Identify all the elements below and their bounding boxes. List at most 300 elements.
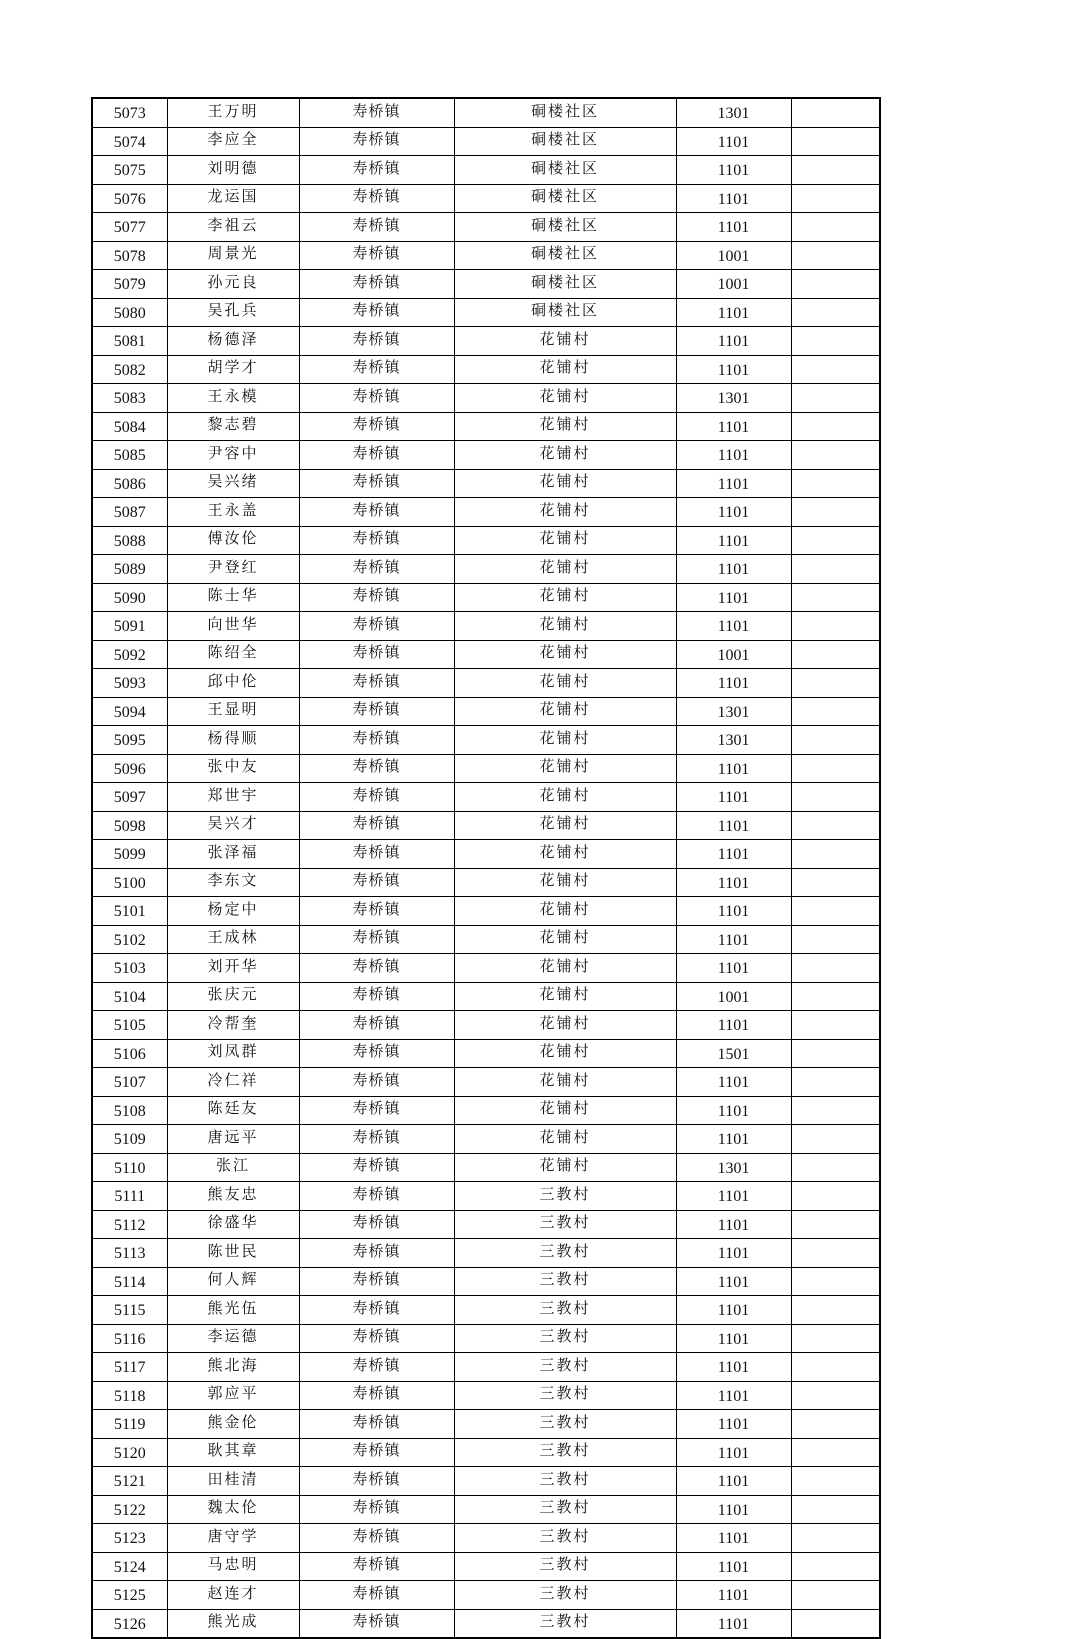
village-name: 硐楼社区 [454, 213, 676, 242]
remark-cell [791, 1467, 880, 1496]
person-name: 陈士华 [167, 583, 299, 612]
code-value: 1101 [676, 783, 791, 812]
table-row [92, 327, 880, 356]
code-value: 1101 [676, 1381, 791, 1410]
person-name: 张泽福 [167, 840, 299, 869]
code-value: 1301 [676, 384, 791, 413]
remark-cell [791, 127, 880, 156]
row-number: 5117 [92, 1353, 167, 1382]
row-number: 5094 [92, 697, 167, 726]
village-name: 硐楼社区 [454, 184, 676, 213]
row-number: 5123 [92, 1524, 167, 1553]
village-name: 花铺村 [454, 1125, 676, 1154]
town-name: 寿桥镇 [299, 270, 454, 299]
village-name: 花铺村 [454, 640, 676, 669]
person-name: 杨得顺 [167, 726, 299, 755]
row-number: 5083 [92, 384, 167, 413]
village-name: 三教村 [454, 1353, 676, 1382]
table-row [92, 213, 880, 242]
remark-cell [791, 583, 880, 612]
code-value: 1101 [676, 1353, 791, 1382]
remark-cell [791, 1410, 880, 1439]
person-name: 杨德泽 [167, 327, 299, 356]
table-row [92, 1467, 880, 1496]
person-name: 尹容中 [167, 441, 299, 470]
table-row [92, 1096, 880, 1125]
person-name: 何人辉 [167, 1267, 299, 1296]
town-name: 寿桥镇 [299, 868, 454, 897]
row-number: 5076 [92, 184, 167, 213]
person-name: 陈绍全 [167, 640, 299, 669]
remark-cell [791, 726, 880, 755]
village-name: 花铺村 [454, 840, 676, 869]
code-value: 1301 [676, 697, 791, 726]
person-name: 黎志碧 [167, 412, 299, 441]
row-number: 5099 [92, 840, 167, 869]
village-name: 花铺村 [454, 783, 676, 812]
table-row [92, 1068, 880, 1097]
remark-cell [791, 270, 880, 299]
table-row [92, 441, 880, 470]
town-name: 寿桥镇 [299, 98, 454, 127]
remark-cell [791, 1011, 880, 1040]
village-name: 硐楼社区 [454, 156, 676, 185]
table-row [92, 1267, 880, 1296]
row-number: 5075 [92, 156, 167, 185]
person-name: 赵连才 [167, 1581, 299, 1610]
village-name: 三教村 [454, 1495, 676, 1524]
code-value: 1101 [676, 412, 791, 441]
town-name: 寿桥镇 [299, 469, 454, 498]
remark-cell [791, 1267, 880, 1296]
table-row [92, 1210, 880, 1239]
code-value: 1101 [676, 1581, 791, 1610]
person-name: 李东文 [167, 868, 299, 897]
person-name: 杨定中 [167, 897, 299, 926]
village-name: 三教村 [454, 1182, 676, 1211]
remark-cell [791, 1609, 880, 1638]
remark-cell [791, 897, 880, 926]
row-number: 5095 [92, 726, 167, 755]
code-value: 1101 [676, 1524, 791, 1553]
code-value: 1101 [676, 1495, 791, 1524]
town-name: 寿桥镇 [299, 840, 454, 869]
remark-cell [791, 441, 880, 470]
village-name: 花铺村 [454, 327, 676, 356]
remark-cell [791, 156, 880, 185]
village-name: 花铺村 [454, 1011, 676, 1040]
remark-cell [791, 555, 880, 584]
person-name: 熊北海 [167, 1353, 299, 1382]
village-name: 硐楼社区 [454, 298, 676, 327]
town-name: 寿桥镇 [299, 1581, 454, 1610]
row-number: 5097 [92, 783, 167, 812]
village-name: 硐楼社区 [454, 241, 676, 270]
town-name: 寿桥镇 [299, 982, 454, 1011]
remark-cell [791, 1495, 880, 1524]
town-name: 寿桥镇 [299, 298, 454, 327]
person-name: 王永模 [167, 384, 299, 413]
town-name: 寿桥镇 [299, 1153, 454, 1182]
town-name: 寿桥镇 [299, 555, 454, 584]
remark-cell [791, 1096, 880, 1125]
row-number: 5103 [92, 954, 167, 983]
row-number: 5092 [92, 640, 167, 669]
table-row [92, 783, 880, 812]
town-name: 寿桥镇 [299, 1324, 454, 1353]
remark-cell [791, 526, 880, 555]
village-name: 花铺村 [454, 469, 676, 498]
remark-cell [791, 213, 880, 242]
remark-cell [791, 640, 880, 669]
table-row [92, 868, 880, 897]
town-name: 寿桥镇 [299, 355, 454, 384]
village-name: 花铺村 [454, 982, 676, 1011]
code-value: 1301 [676, 98, 791, 127]
code-value: 1101 [676, 184, 791, 213]
code-value: 1101 [676, 954, 791, 983]
table-row [92, 270, 880, 299]
village-name: 花铺村 [454, 925, 676, 954]
person-name: 张江 [167, 1153, 299, 1182]
row-number: 5074 [92, 127, 167, 156]
row-number: 5085 [92, 441, 167, 470]
person-name: 傅汝伦 [167, 526, 299, 555]
town-name: 寿桥镇 [299, 640, 454, 669]
row-number: 5077 [92, 213, 167, 242]
remark-cell [791, 697, 880, 726]
code-value: 1101 [676, 441, 791, 470]
table-row [92, 1182, 880, 1211]
remark-cell [791, 1296, 880, 1325]
table-row [92, 1153, 880, 1182]
village-name: 花铺村 [454, 897, 676, 926]
row-number: 5089 [92, 555, 167, 584]
person-name: 耿其章 [167, 1438, 299, 1467]
person-name: 马忠明 [167, 1552, 299, 1581]
table-row [92, 469, 880, 498]
town-name: 寿桥镇 [299, 954, 454, 983]
row-number: 5105 [92, 1011, 167, 1040]
person-name: 唐守学 [167, 1524, 299, 1553]
code-value: 1101 [676, 469, 791, 498]
code-value: 1101 [676, 1296, 791, 1325]
remark-cell [791, 241, 880, 270]
table-row [92, 1495, 880, 1524]
row-number: 5122 [92, 1495, 167, 1524]
code-value: 1101 [676, 156, 791, 185]
village-name: 三教村 [454, 1438, 676, 1467]
row-number: 5119 [92, 1410, 167, 1439]
town-name: 寿桥镇 [299, 441, 454, 470]
code-value: 1101 [676, 925, 791, 954]
row-number: 5111 [92, 1182, 167, 1211]
village-name: 花铺村 [454, 583, 676, 612]
table-row [92, 241, 880, 270]
row-number: 5090 [92, 583, 167, 612]
row-number: 5086 [92, 469, 167, 498]
town-name: 寿桥镇 [299, 697, 454, 726]
row-number: 5081 [92, 327, 167, 356]
code-value: 1101 [676, 1210, 791, 1239]
village-name: 花铺村 [454, 412, 676, 441]
row-number: 5102 [92, 925, 167, 954]
row-number: 5113 [92, 1239, 167, 1268]
remark-cell [791, 498, 880, 527]
row-number: 5120 [92, 1438, 167, 1467]
row-number: 5114 [92, 1267, 167, 1296]
remark-cell [791, 384, 880, 413]
village-name: 花铺村 [454, 612, 676, 641]
person-name: 田桂清 [167, 1467, 299, 1496]
person-name: 向世华 [167, 612, 299, 641]
person-name: 邱中伦 [167, 669, 299, 698]
remark-cell [791, 1581, 880, 1610]
village-name: 三教村 [454, 1524, 676, 1553]
village-name: 三教村 [454, 1210, 676, 1239]
code-value: 1101 [676, 669, 791, 698]
table-row [92, 1039, 880, 1068]
remark-cell [791, 1438, 880, 1467]
table-row [92, 1524, 880, 1553]
town-name: 寿桥镇 [299, 669, 454, 698]
remark-cell [791, 412, 880, 441]
town-name: 寿桥镇 [299, 811, 454, 840]
village-name: 花铺村 [454, 726, 676, 755]
code-value: 1101 [676, 355, 791, 384]
remark-cell [791, 1210, 880, 1239]
person-name: 陈廷友 [167, 1096, 299, 1125]
row-number: 5124 [92, 1552, 167, 1581]
table-row [92, 754, 880, 783]
table-row [92, 526, 880, 555]
row-number: 5073 [92, 98, 167, 127]
table-row [92, 156, 880, 185]
person-name: 王永盖 [167, 498, 299, 527]
code-value: 1101 [676, 868, 791, 897]
table-row [92, 1581, 880, 1610]
table-row [92, 98, 880, 127]
table-row [92, 897, 880, 926]
village-name: 花铺村 [454, 555, 676, 584]
remark-cell [791, 298, 880, 327]
row-number: 5098 [92, 811, 167, 840]
person-name: 胡学才 [167, 355, 299, 384]
town-name: 寿桥镇 [299, 783, 454, 812]
person-name: 张庆元 [167, 982, 299, 1011]
roster-body [92, 98, 880, 1638]
table-row [92, 726, 880, 755]
person-name: 刘凤群 [167, 1039, 299, 1068]
table-row [92, 1381, 880, 1410]
remark-cell [791, 1125, 880, 1154]
row-number: 5107 [92, 1068, 167, 1097]
code-value: 1101 [676, 127, 791, 156]
remark-cell [791, 1182, 880, 1211]
person-name: 吴兴绪 [167, 469, 299, 498]
village-name: 花铺村 [454, 697, 676, 726]
village-name: 三教村 [454, 1239, 676, 1268]
remark-cell [791, 1068, 880, 1097]
row-number: 5088 [92, 526, 167, 555]
table-row [92, 954, 880, 983]
row-number: 5116 [92, 1324, 167, 1353]
code-value: 1101 [676, 1410, 791, 1439]
person-name: 冷帮奎 [167, 1011, 299, 1040]
remark-cell [791, 469, 880, 498]
table-row [92, 184, 880, 213]
town-name: 寿桥镇 [299, 612, 454, 641]
remark-cell [791, 1039, 880, 1068]
table-row [92, 1438, 880, 1467]
row-number: 5096 [92, 754, 167, 783]
remark-cell [791, 811, 880, 840]
code-value: 1301 [676, 1153, 791, 1182]
town-name: 寿桥镇 [299, 384, 454, 413]
code-value: 1001 [676, 241, 791, 270]
village-name: 硐楼社区 [454, 270, 676, 299]
code-value: 1101 [676, 897, 791, 926]
code-value: 1101 [676, 1552, 791, 1581]
town-name: 寿桥镇 [299, 1267, 454, 1296]
person-name: 张中友 [167, 754, 299, 783]
code-value: 1101 [676, 327, 791, 356]
code-value: 1101 [676, 754, 791, 783]
row-number: 5121 [92, 1467, 167, 1496]
town-name: 寿桥镇 [299, 156, 454, 185]
town-name: 寿桥镇 [299, 1467, 454, 1496]
row-number: 5125 [92, 1581, 167, 1610]
village-name: 花铺村 [454, 526, 676, 555]
table-row [92, 1324, 880, 1353]
row-number: 5087 [92, 498, 167, 527]
code-value: 1101 [676, 1438, 791, 1467]
table-row [92, 640, 880, 669]
town-name: 寿桥镇 [299, 184, 454, 213]
town-name: 寿桥镇 [299, 1239, 454, 1268]
town-name: 寿桥镇 [299, 1410, 454, 1439]
code-value: 1301 [676, 726, 791, 755]
code-value: 1101 [676, 1267, 791, 1296]
remark-cell [791, 327, 880, 356]
row-number: 5084 [92, 412, 167, 441]
town-name: 寿桥镇 [299, 1438, 454, 1467]
table-row [92, 1125, 880, 1154]
village-name: 花铺村 [454, 1039, 676, 1068]
village-name: 花铺村 [454, 811, 676, 840]
code-value: 1101 [676, 1182, 791, 1211]
remark-cell [791, 840, 880, 869]
town-name: 寿桥镇 [299, 1039, 454, 1068]
village-name: 花铺村 [454, 1153, 676, 1182]
code-value: 1101 [676, 811, 791, 840]
village-name: 花铺村 [454, 954, 676, 983]
person-name: 吴兴才 [167, 811, 299, 840]
code-value: 1101 [676, 1609, 791, 1638]
person-name: 熊友忠 [167, 1182, 299, 1211]
person-name: 龙运国 [167, 184, 299, 213]
row-number: 5112 [92, 1210, 167, 1239]
person-name: 李应全 [167, 127, 299, 156]
table-row [92, 612, 880, 641]
row-number: 5079 [92, 270, 167, 299]
town-name: 寿桥镇 [299, 1381, 454, 1410]
village-name: 花铺村 [454, 1096, 676, 1125]
village-name: 花铺村 [454, 355, 676, 384]
row-number: 5078 [92, 241, 167, 270]
town-name: 寿桥镇 [299, 1068, 454, 1097]
town-name: 寿桥镇 [299, 1096, 454, 1125]
remark-cell [791, 355, 880, 384]
row-number: 5106 [92, 1039, 167, 1068]
code-value: 1001 [676, 270, 791, 299]
remark-cell [791, 1381, 880, 1410]
row-number: 5082 [92, 355, 167, 384]
remark-cell [791, 868, 880, 897]
town-name: 寿桥镇 [299, 754, 454, 783]
village-name: 三教村 [454, 1609, 676, 1638]
town-name: 寿桥镇 [299, 1552, 454, 1581]
code-value: 1101 [676, 583, 791, 612]
village-name: 花铺村 [454, 441, 676, 470]
code-value: 1101 [676, 1096, 791, 1125]
row-number: 5104 [92, 982, 167, 1011]
table-row [92, 669, 880, 698]
code-value: 1101 [676, 526, 791, 555]
village-name: 花铺村 [454, 669, 676, 698]
person-name: 唐远平 [167, 1125, 299, 1154]
table-row [92, 982, 880, 1011]
town-name: 寿桥镇 [299, 1182, 454, 1211]
person-name: 刘开华 [167, 954, 299, 983]
person-name: 熊光成 [167, 1609, 299, 1638]
village-name: 硐楼社区 [454, 98, 676, 127]
remark-cell [791, 954, 880, 983]
code-value: 1501 [676, 1039, 791, 1068]
remark-cell [791, 184, 880, 213]
table-row [92, 1609, 880, 1638]
code-value: 1101 [676, 1324, 791, 1353]
remark-cell [791, 754, 880, 783]
village-name: 三教村 [454, 1296, 676, 1325]
village-name: 三教村 [454, 1581, 676, 1610]
village-name: 花铺村 [454, 868, 676, 897]
table-row [92, 1552, 880, 1581]
remark-cell [791, 1239, 880, 1268]
remark-cell [791, 669, 880, 698]
code-value: 1101 [676, 1125, 791, 1154]
table-row [92, 840, 880, 869]
table-row [92, 127, 880, 156]
code-value: 1101 [676, 612, 791, 641]
person-name: 王成林 [167, 925, 299, 954]
row-number: 5115 [92, 1296, 167, 1325]
table-row [92, 1011, 880, 1040]
roster-table [91, 97, 881, 1639]
village-name: 硐楼社区 [454, 127, 676, 156]
code-value: 1101 [676, 1467, 791, 1496]
person-name: 徐盛华 [167, 1210, 299, 1239]
row-number: 5100 [92, 868, 167, 897]
remark-cell [791, 925, 880, 954]
table-row [92, 384, 880, 413]
person-name: 孙元良 [167, 270, 299, 299]
town-name: 寿桥镇 [299, 925, 454, 954]
village-name: 花铺村 [454, 1068, 676, 1097]
table-row [92, 298, 880, 327]
remark-cell [791, 982, 880, 1011]
row-number: 5110 [92, 1153, 167, 1182]
